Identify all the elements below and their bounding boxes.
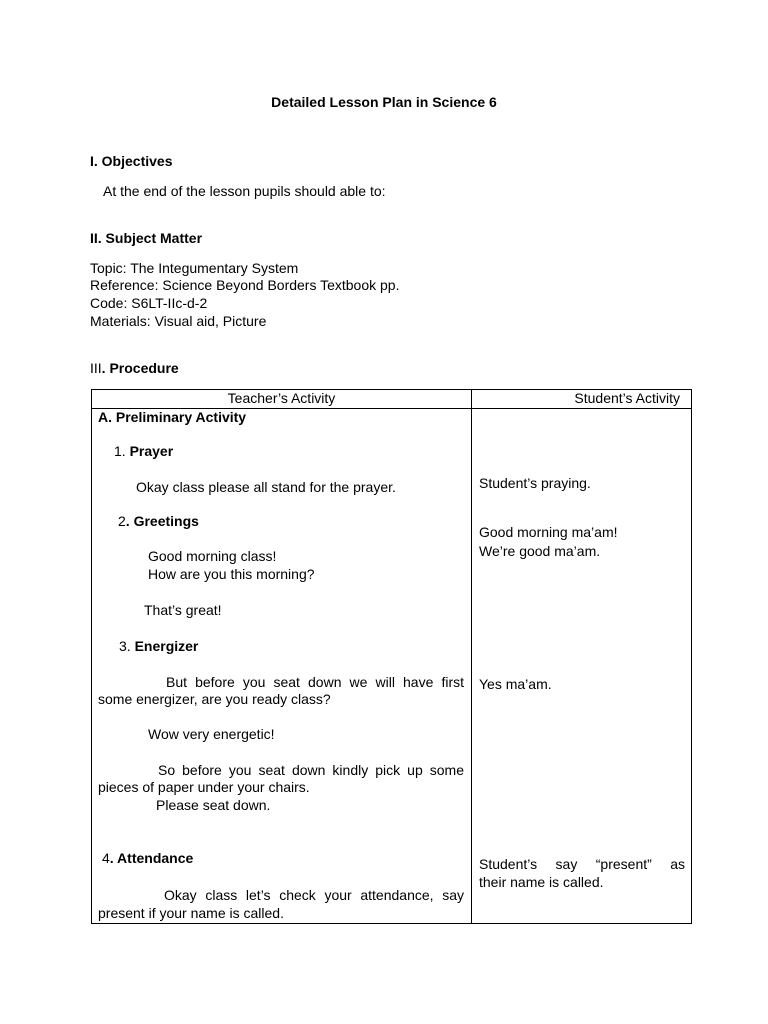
greetings-teacher-line-2: How are you this morning? <box>148 566 315 582</box>
greetings-teacher-line-1: Good morning class! <box>148 548 277 564</box>
attendance-student-line-b: their name is called. <box>479 874 604 890</box>
energizer-teacher-line-1a: But before you seat down we will have first <box>166 674 464 690</box>
reference-line: Reference: Science Beyond Borders Textbook pp. <box>90 277 400 293</box>
greetings-heading <box>118 513 199 529</box>
prayer-heading <box>114 443 173 459</box>
energizer-teacher-line-4: Please seat down. <box>156 797 271 813</box>
energizer-heading <box>119 638 198 654</box>
materials-line: Materials: Visual aid, Picture <box>90 313 267 329</box>
attendance-teacher-line-a: Okay class let’s check your attendance, say <box>164 887 464 903</box>
prayer-teacher-text: Okay class please all stand for the prayer. <box>136 479 396 495</box>
subject-matter-heading: II. Subject Matter <box>90 230 203 246</box>
greetings-label: . Greetings <box>125 513 199 529</box>
energizer-label: Energizer <box>134 638 199 654</box>
energizer-number: 3. <box>119 638 135 654</box>
topic-line: Topic: The Integumentary System <box>90 260 299 276</box>
procedure-heading-prefix: III <box>90 360 102 376</box>
attendance-student-line-a: Student’s say “present” as <box>479 856 685 872</box>
greetings-student-line-2: We’re good ma’am. <box>479 543 601 559</box>
procedure-heading <box>90 360 179 376</box>
document-title: Detailed Lesson Plan in Science 6 <box>271 94 497 110</box>
energizer-teacher-line-3a: So before you seat down kindly pick up some <box>158 762 464 778</box>
prayer-student-text: Student’s praying. <box>479 475 591 491</box>
student-activity-header: Student’s Activity <box>574 390 680 406</box>
energizer-teacher-line-2: Wow very energetic! <box>148 726 275 742</box>
preliminary-activity-heading: A. Preliminary Activity <box>98 409 247 425</box>
teacher-activity-header: Teacher’s Activity <box>227 390 336 406</box>
attendance-label: . Attendance <box>109 850 194 866</box>
greetings-teacher-line-3: That’s great! <box>144 602 222 618</box>
attendance-number: 4 <box>102 850 110 866</box>
procedure-heading-rest: . Procedure <box>101 360 179 376</box>
prayer-number: 1. <box>114 443 130 459</box>
prayer-label: Prayer <box>129 443 174 459</box>
objectives-text: At the end of the lesson pupils should able to: <box>103 183 386 199</box>
greetings-student-line-1: Good morning ma’am! <box>479 524 618 540</box>
attendance-teacher-line-b: present if your name is called. <box>98 905 284 921</box>
procedure-table <box>91 389 692 924</box>
greetings-number: 2 <box>118 513 126 529</box>
energizer-student-text: Yes ma’am. <box>479 676 552 692</box>
attendance-heading <box>102 850 193 866</box>
energizer-teacher-line-1b: some energizer, are you ready class? <box>98 691 331 707</box>
energizer-teacher-line-3b: pieces of paper under your chairs. <box>98 779 310 795</box>
table-column-divider <box>471 390 472 923</box>
code-line: Code: S6LT-IIc-d-2 <box>90 295 208 311</box>
objectives-heading: I. Objectives <box>90 153 173 169</box>
